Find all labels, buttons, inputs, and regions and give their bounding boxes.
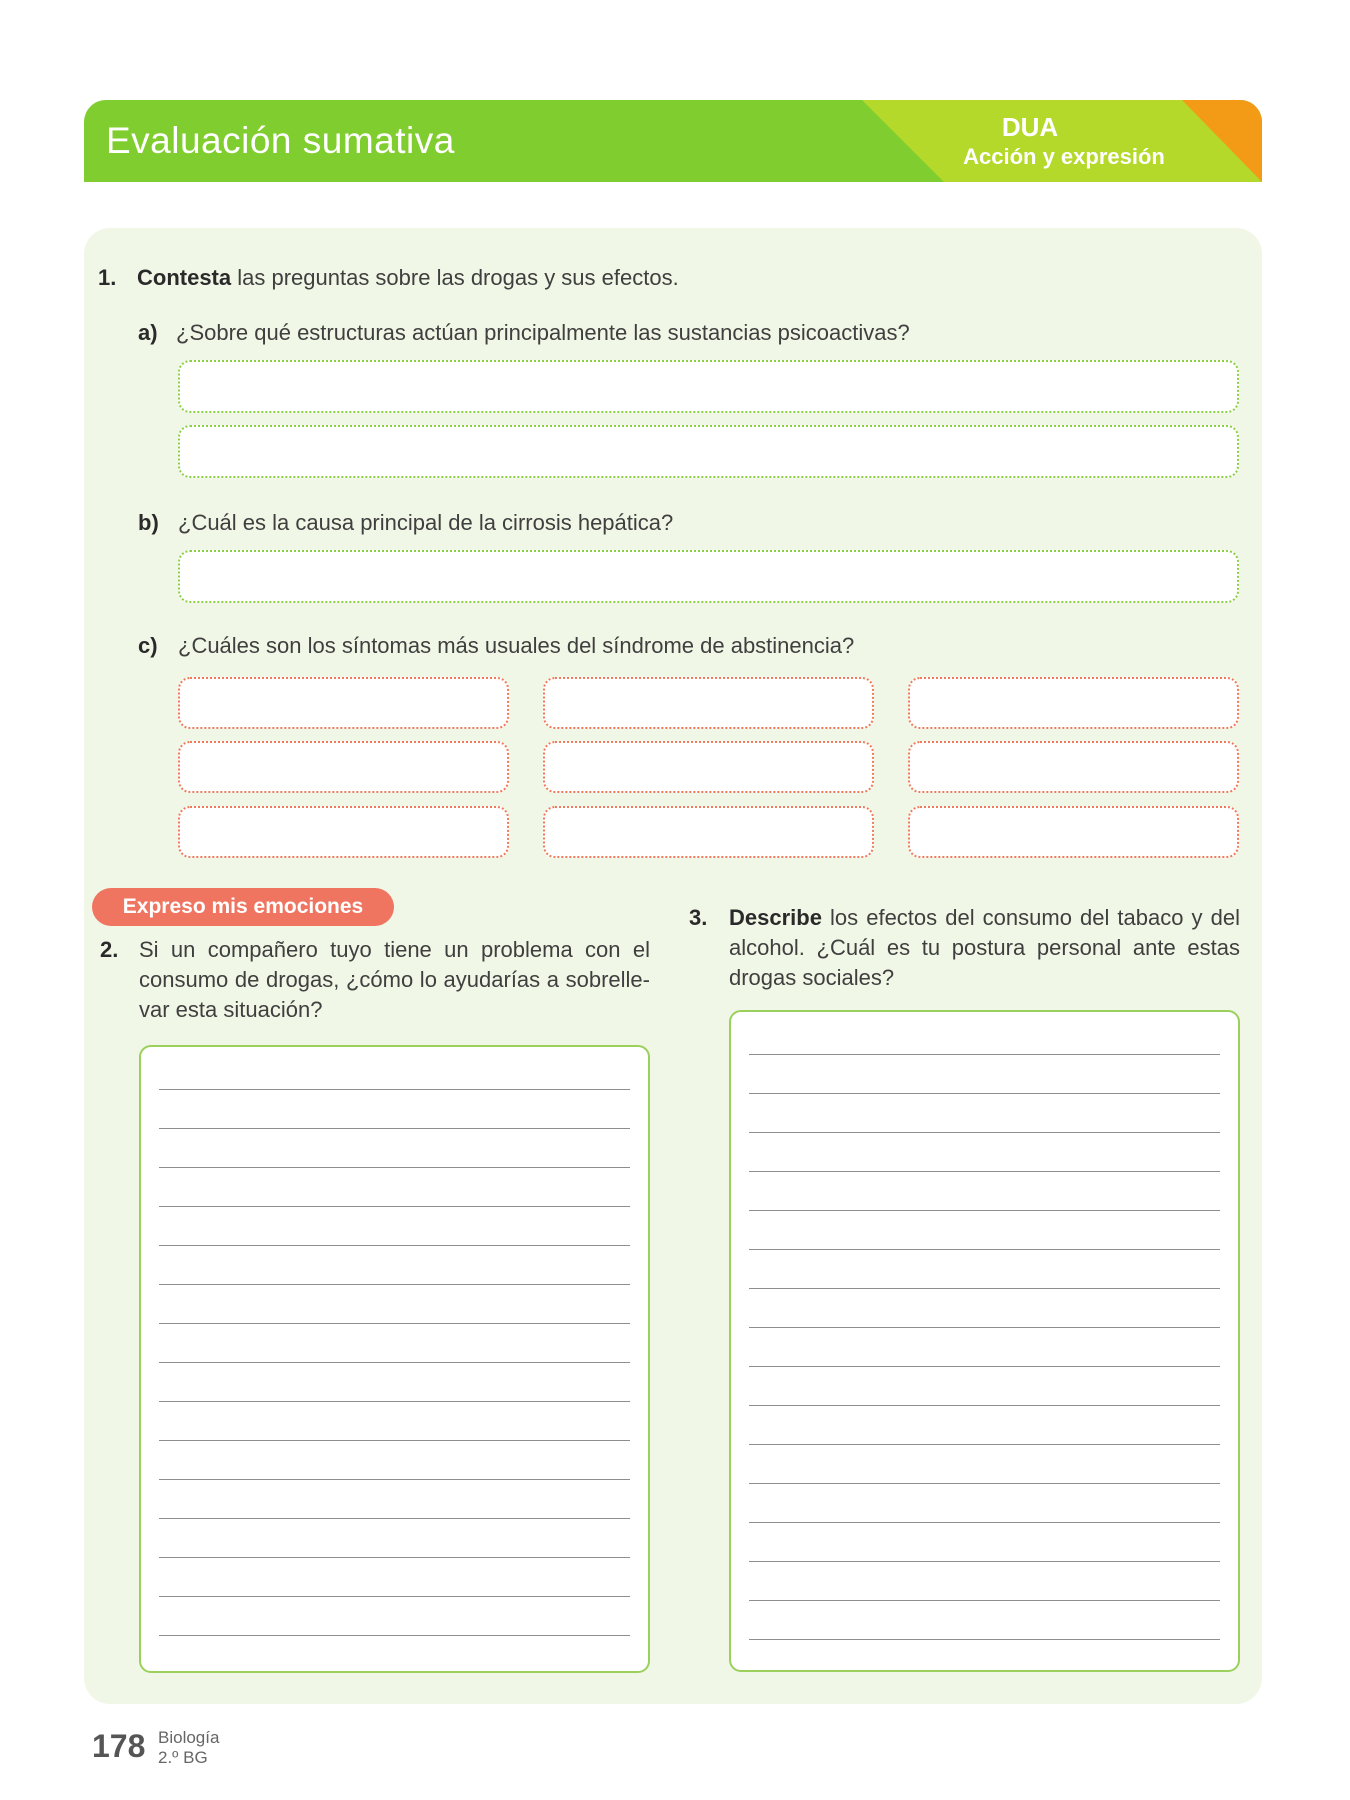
writing-line: [159, 1323, 630, 1324]
dua-title: DUA: [1001, 112, 1059, 142]
symptom-box-1[interactable]: [178, 677, 509, 729]
symptom-box-8[interactable]: [543, 806, 874, 858]
writing-line: [159, 1440, 630, 1441]
writing-line: [749, 1483, 1220, 1484]
answer-lined-box-2[interactable]: [139, 1045, 650, 1673]
writing-line: [159, 1479, 630, 1480]
footer-subject-block: [158, 1728, 219, 1768]
writing-line: [749, 1600, 1220, 1601]
writing-line: [749, 1366, 1220, 1367]
writing-line: [159, 1596, 630, 1597]
symptom-box-4[interactable]: [178, 741, 509, 793]
writing-line: [159, 1245, 630, 1246]
footer-subject: Biología: [158, 1728, 220, 1747]
writing-line: [749, 1444, 1220, 1445]
question-3-text: los efectos del consumo del tabaco y del alcohol. ¿Cuál es tu postura personal ante estas drogas sociales?: [729, 905, 1240, 990]
answer-box-a2[interactable]: [178, 425, 1239, 478]
question-1-prompt: [137, 265, 679, 291]
question-3-verb: Describe: [729, 905, 822, 930]
question-2-text: Si un compañero tuyo tiene un problema con el consumo de drogas, ¿cómo lo ayudarías a sobrelle-var esta situación?: [139, 937, 650, 1022]
writing-line: [159, 1518, 630, 1519]
answer-box-b1[interactable]: [178, 550, 1239, 603]
writing-line: [749, 1249, 1220, 1250]
question-2-number: 2.: [100, 937, 119, 962]
question-3-number: 3.: [689, 905, 708, 930]
symptom-box-2[interactable]: [543, 677, 874, 729]
writing-line: [159, 1089, 630, 1090]
writing-line: [749, 1405, 1220, 1406]
writing-line: [159, 1401, 630, 1402]
writing-line: [159, 1128, 630, 1129]
writing-line: [159, 1635, 630, 1636]
dua-subtitle: Acción y expresión: [963, 144, 1165, 169]
symptom-box-7[interactable]: [178, 806, 509, 858]
answer-lined-box-3[interactable]: [729, 1010, 1240, 1672]
writing-line: [749, 1093, 1220, 1094]
part-a-label: a): [138, 320, 158, 345]
writing-line: [749, 1210, 1220, 1211]
question-1-text: las preguntas sobre las drogas y sus efectos.: [231, 265, 679, 290]
symptom-box-6[interactable]: [908, 741, 1239, 793]
footer-grade: 2.º BG: [158, 1748, 208, 1767]
emotions-tag: Expreso mis emociones: [92, 888, 394, 926]
writing-line: [749, 1132, 1220, 1133]
part-c-question: ¿Cuáles son los síntomas más usuales del síndrome de abstinencia?: [178, 633, 855, 658]
part-a-question: ¿Sobre qué estructuras actúan principalmente las sustancias psicoactivas?: [176, 320, 910, 345]
part-b-label: b): [138, 510, 159, 535]
section-title: Evaluación sumativa: [106, 120, 455, 161]
question-1-verb: Contesta: [137, 265, 232, 290]
writing-line: [749, 1522, 1220, 1523]
writing-line: [749, 1639, 1220, 1640]
writing-line: [159, 1206, 630, 1207]
writing-line: [749, 1561, 1220, 1562]
question-3-prompt: [729, 903, 1240, 993]
writing-line: [749, 1288, 1220, 1289]
writing-line: [749, 1054, 1220, 1055]
symptom-box-3[interactable]: [908, 677, 1239, 729]
writing-line: [749, 1327, 1220, 1328]
writing-line: [159, 1362, 630, 1363]
question-1-number: 1.: [98, 265, 117, 290]
section-header-banner: [84, 100, 1262, 182]
writing-line: [749, 1171, 1220, 1172]
writing-line: [159, 1557, 630, 1558]
answer-box-a1[interactable]: [178, 360, 1239, 413]
writing-line: [159, 1167, 630, 1168]
page-number: 178: [92, 1728, 146, 1764]
writing-line: [159, 1284, 630, 1285]
symptom-box-9[interactable]: [908, 806, 1239, 858]
part-c-label: c): [138, 633, 158, 658]
part-b-question: ¿Cuál es la causa principal de la cirrosis hepática?: [178, 510, 674, 535]
symptom-box-5[interactable]: [543, 741, 874, 793]
